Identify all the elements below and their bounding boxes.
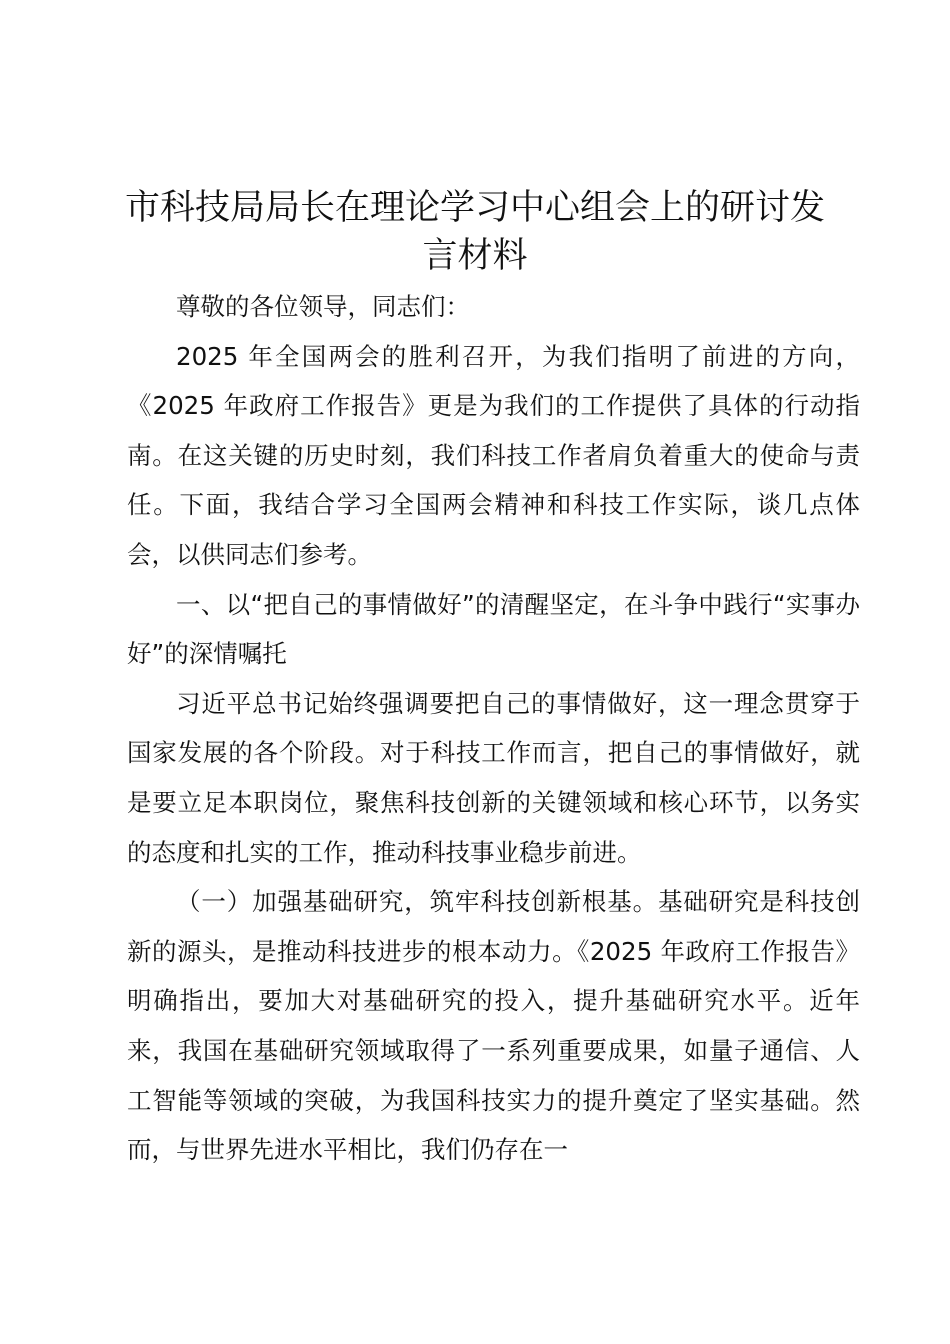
subsection-1-paragraph: （一）加强基础研究，筑牢科技创新根基。基础研究是科技创新的源头，是推动科技进步的根本动力。《2025 年政府工作报告》明确指出，要加大对基础研究的投入，提升基础研究水平。近年来，我国在基础研究领域取得了一系列重要成果，如量子通信、人工智能等领域的突破，为我国科技实力的提升奠定了坚实基础。然而，与世界先进水平相比，我们仍存在一 xyxy=(127,887,860,1165)
document-title: 市科技局局长在理论学习中心组会上的研讨发言材料 xyxy=(124,188,825,276)
document-body xyxy=(127,282,860,1175)
salutation-paragraph: 尊敬的各位领导，同志们： xyxy=(176,292,470,321)
section-heading-1: 一、以“把自己的事情做好”的清醒坚定，在斗争中践行“实事办好”的深情嘱托 xyxy=(127,589,860,669)
intro-paragraph: 2025 年全国两会的胜利召开，为我们指明了前进的方向，《2025 年政府工作报告》更是为我们的工作提供了具体的行动指南。在这关键的历史时刻，我们科技工作者肩负着重大的使命与责任。下面，我结合学习全国两会精神和科技工作实际，谈几点体会，以供同志们参考。 xyxy=(127,341,860,569)
section-1-paragraph: 习近平总书记始终强调要把自己的事情做好，这一理念贯穿于国家发展的各个阶段。对于科技工作而言，把自己的事情做好，就是要立足本职岗位，聚焦科技创新的关键领域和核心环节，以务实的态度和扎实的工作，推动科技事业稳步前进。 xyxy=(127,688,860,867)
